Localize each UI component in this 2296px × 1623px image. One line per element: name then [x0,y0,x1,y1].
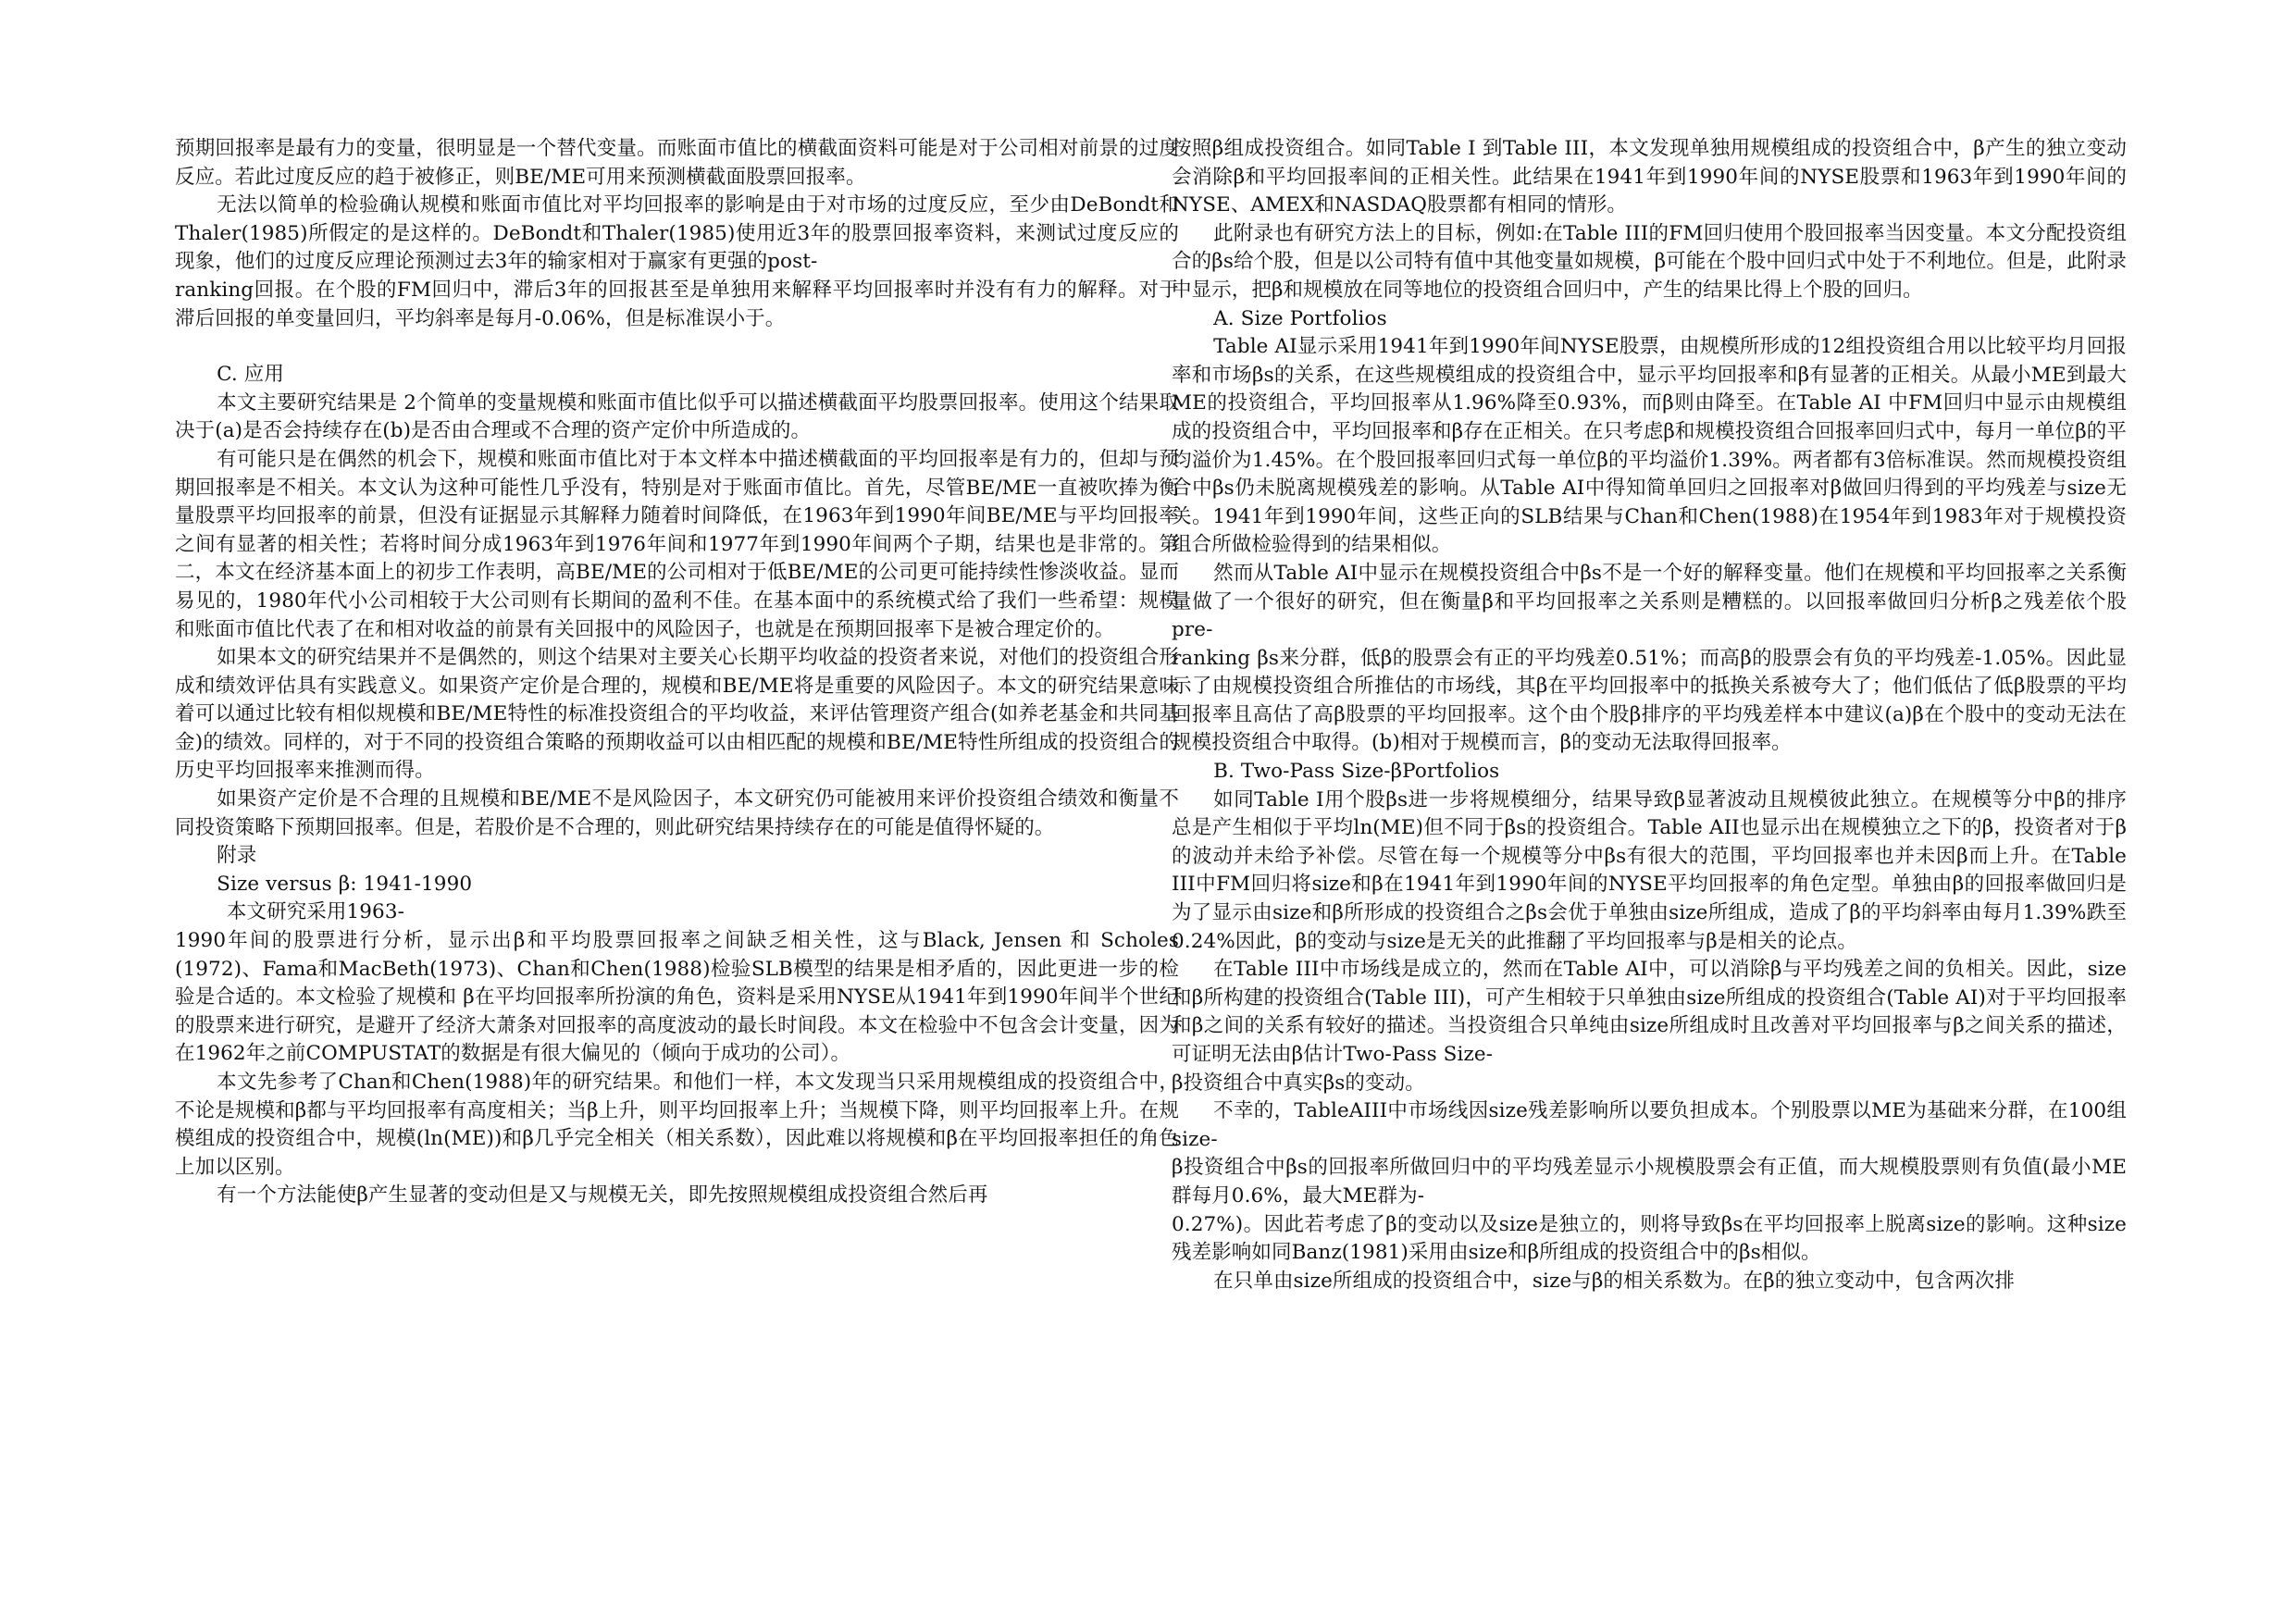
paragraph: ranking βs来分群，低β的股票会有正的平均残差0.51%；而高β的股票会有负的平均残差-1.05%。因此显示了由规模投资组合所推估的市场线，其β在平均回报率中的抵换关系被夸大了；他们低估了低β股票的平均回报率且高估了高β股票的平均回报率。这个由个股β排序的平均残差样本中建议(a)β在个股中的变动无法在规模投资组合中取得。(b)相对于规模而言，β的变动无法取得回报率。 [1172,646,2127,755]
paragraph: 如果资产定价是不合理的且规模和BE/ME不是风险因子，本文研究仍可能被用来评价投资组合绩效和衡量不同投资策略下预期回报率。但是，若股价是不合理的，则此研究结果持续存在的可能是值得怀疑的。 [175,787,1179,839]
section-heading-a: A. Size Portfolios [1213,306,1387,330]
paragraph: Table AI显示采用1941年到1990年间NYSE股票，由规模所形成的12组投资组合用以比较平均月回报率和市场βs的关系，在这些规模组成的投资组合中，显示平均回报率和β有显著的正相关。从最小ME到最大ME的投资组合，平均回报率从1.96%降至0.93%，而β则由降至。在Table AI 中FM回归中显示由规模组成的投资组合中，平均回报率和β存在正相关。在只考虑β和规模投资组合回报率回归式中，每月一单位β的平均溢价为1.45%。在个股回报率回归式每一单位β的平均溢价1.39%。两者都有3倍标准误。然而规模投资组合中βs仍未脱离规模残差的影响。从Table AI中得知简单回归之回报率对β做回归得到的平均残差与size无关。1941年到1990年间，这些正向的SLB结果与Chan和Chen(1988)在1954年到1983年对于规模投资组合所做检验得到的结果相似。 [1172,335,2127,557]
paragraph: 在只单由size所组成的投资组合中，size与β的相关系数为。在β的独立变动中，包含两次排 [1213,1269,2015,1293]
paragraph: 本文主要研究结果是 2个简单的变量规模和账面市值比似乎可以描述横截面平均股票回报率。使用这个结果取决于(a)是否会持续存在(b)是否由合理或不合理的资产定价中所造成的。 [175,390,1179,443]
paragraph: 此附录也有研究方法上的目标，例如:在Table III的FM回归使用个股回报率当因变量。本文分配投资组合的βs给个股，但是以公司特有值中其他变量如规模，β可能在个股中回归式中处于不利地位。但是，此附录中显示，把β和规模放在同等地位的投资组合回归中，产生的结果比得上个股的回归。 [1172,221,2127,302]
section-heading-b: B. Two-Pass Size-βPortfolios [1213,760,1500,784]
paragraph: 在Table III中市场线是成立的，然而在Table AI中，可以消除β与平均残差之间的负相关。因此，size和β所构建的投资组合(Table III)，可产生相较于只单独由size所组成的投资组合(Table AI)对于平均回报率和β之间的关系有较好的描述。当投资组合只单纯由size所组成时且改善对平均回报率与β之间关系的描述，可证明无法由β估计Two-Pass Size- [1172,958,2127,1066]
paragraph: β投资组合中真实βs的变动。 [1172,1071,1425,1095]
paragraph: 按照β组成投资组合。如同Table I 到Table III，本文发现单独用规模组成的投资组合中，β产生的独立变动会消除β和平均回报率间的正相关性。此结果在1941年到1990年间的NYSE股票和1963年到1990年间的NYSE、AMEX和NASDAQ股票都有相同的情形。 [1172,137,2127,217]
paragraph: 无法以简单的检验确认规模和账面市值比对平均回报率的影响是由于对市场的过度反应，至少由DeBondt和Thaler(1985)所假定的是这样的。DeBondt和Thaler(1985)使用近3年的股票回报率资料，来测试过度反应的现象，他们的过度反应理论预测过去3年的输家相对于赢家有更强的post- [175,193,1179,274]
paragraph: 如果本文的研究结果并不是偶然的，则这个结果对主要关心长期平均收益的投资者来说，对他们的投资组合形成和绩效评估具有实践意义。如果资产定价是合理的，规模和BE/ME将是重要的风险因子。本文的研究结果意味着可以通过比较有相似规模和BE/ME特性的标准投资组合的平均收益，来评估管理资产组合(如养老基金和共同基金)的绩效。同样的，对于不同的投资组合策略的预期收益可以由相匹配的规模和BE/ME特性所组成的投资组合的历史平均回报率来推测而得。 [175,646,1179,783]
left-column [175,135,1179,1210]
subsection-heading-size-beta: Size versus β: 1941-1990 [217,872,473,896]
paragraph: 然而从Table AI中显示在规模投资组合中βs不是一个好的解释变量。他们在规模和平均回报率之关系衡量做了一个很好的研究，但在衡量β和平均回报率之关系则是糟糕的。以回报率做回归分析β之残差依个股pre- [1172,561,2127,642]
paragraph: 本文先参考了Chan和Chen(1988)年的研究结果。和他们一样，本文发现当只采用规模组成的投资组合中，不论是规模和β都与平均回报率有高度相关；当β上升，则平均回报率上升；当规模下降，则平均回报率上升。在规模组成的投资组合中，规模(ln(ME))和β几乎完全相关（相关系数），因此难以将规模和β在平均回报率担任的角色上加以区别。 [175,1071,1179,1179]
section-heading-c: C. 应用 [217,363,284,387]
paragraph: ranking回报。在个股的FM回归中，滞后3年的回报甚至是单独用来解释平均回报率时并没有有力的解释。对于滞后回报的单变量回归，平均斜率是每月-0.06%，但是标准误小于。 [175,278,1179,330]
paragraph: 有一个方法能使β产生显著的变动但是又与规模无关，即先按照规模组成投资组合然后再 [217,1183,988,1208]
paragraph: 本文研究采用1963- [226,900,404,924]
right-column [1172,135,2127,1295]
appendix-heading: 附录 [217,844,257,868]
paragraph: β投资组合中βs的回报率所做回归中的平均残差显示小规模股票会有正值，而大规模股票则有负值(最小ME群每月0.6%，最大ME群为- [1172,1156,2127,1208]
paragraph: 有可能只是在偶然的机会下，规模和账面市值比对于本文样本中描述横截面的平均回报率是有力的，但却与预期回报率是不相关。本文认为这种可能性几乎没有，特别是对于账面市值比。首先，尽管BE/ME一直被吹捧为衡量股票平均回报率的前景，但没有证据显示其解释力随着时间降低，在1963年到1990年间BE/ME与平均回报率之间有显著的相关性；若将时间分成1963年到1976年间和1977年到1990年间两个子期，结果也是非常的。第二，本文在经济基本面上的初步工作表明，高BE/ME的公司相对于低BE/ME的公司更可能持续性惨淡收益。显而易见的，1980年代小公司相较于大公司则有长期间的盈利不佳。在基本面中的系统模式给了我们一些希望：规模和账面市值比代表了在和相对收益的前景有关回报中的风险因子，也就是在预期回报率下是被合理定价的。 [175,447,1179,641]
spacer [175,333,1179,361]
paragraph: 0.27%)。因此若考虑了β的变动以及size是独立的，则将导致βs在平均回报率上脱离size的影响。这种size残差影响如同Banz(1981)采用由size和β所组成的投资组合中的βs相似。 [1172,1212,2127,1265]
paragraph: 1990年间的股票进行分析，显示出β和平均股票回报率之间缺乏相关性，这与Black, Jensen 和 Scholes (1972)、Fama和MacBeth(1973)、Chan和Chen(1988)检验SLB模型的结果是相矛盾的，因此更进一步的检验是合适的。本文检验了规模和 β在平均回报率所扮演的角色，资料是采用NYSE从1941年到1990年间半个世纪的股票来进行研究，是避开了经济大萧条对回报率的高度波动的最长时间段。本文在检验中不包含会计变量，因为在1962年之前COMPUSTAT的数据是有很大偏见的（倾向于成功的公司）。 [175,929,1179,1066]
paragraph: 预期回报率是最有力的变量，很明显是一个替代变量。而账面市值比的横截面资料可能是对于公司相对前景的过度反应。若此过度反应的趋于被修正，则BE/ME可用来预测横截面股票回报率。 [175,137,1179,189]
paragraph: 不幸的，TableAIII中市场线因size残差影响所以要负担成本。个别股票以ME为基础来分群，在100组size- [1172,1099,2127,1151]
paragraph: 如同Table I用个股βs进一步将规模细分，结果导致β显著波动且规模彼此独立。在规模等分中β的排序总是产生相似于平均ln(ME)但不同于βs的投资组合。Table AII也显示出在规模独立之下的β，投资者对于β的波动并未给予补偿。尽管在每一个规模等分中βs有很大的范围，平均回报率也并未因β而上升。在Table III中FM回归将size和β在1941年到1990年间的NYSE平均回报率的角色定型。单独由β的回报率做回归是为了显示由size和β所形成的投资组合之βs会优于单独由size所组成，造成了β的平均斜率由每月1.39%跌至0.24%因此，β的变动与size是无关的此推翻了平均回报率与β是相关的论点。 [1172,787,2127,953]
